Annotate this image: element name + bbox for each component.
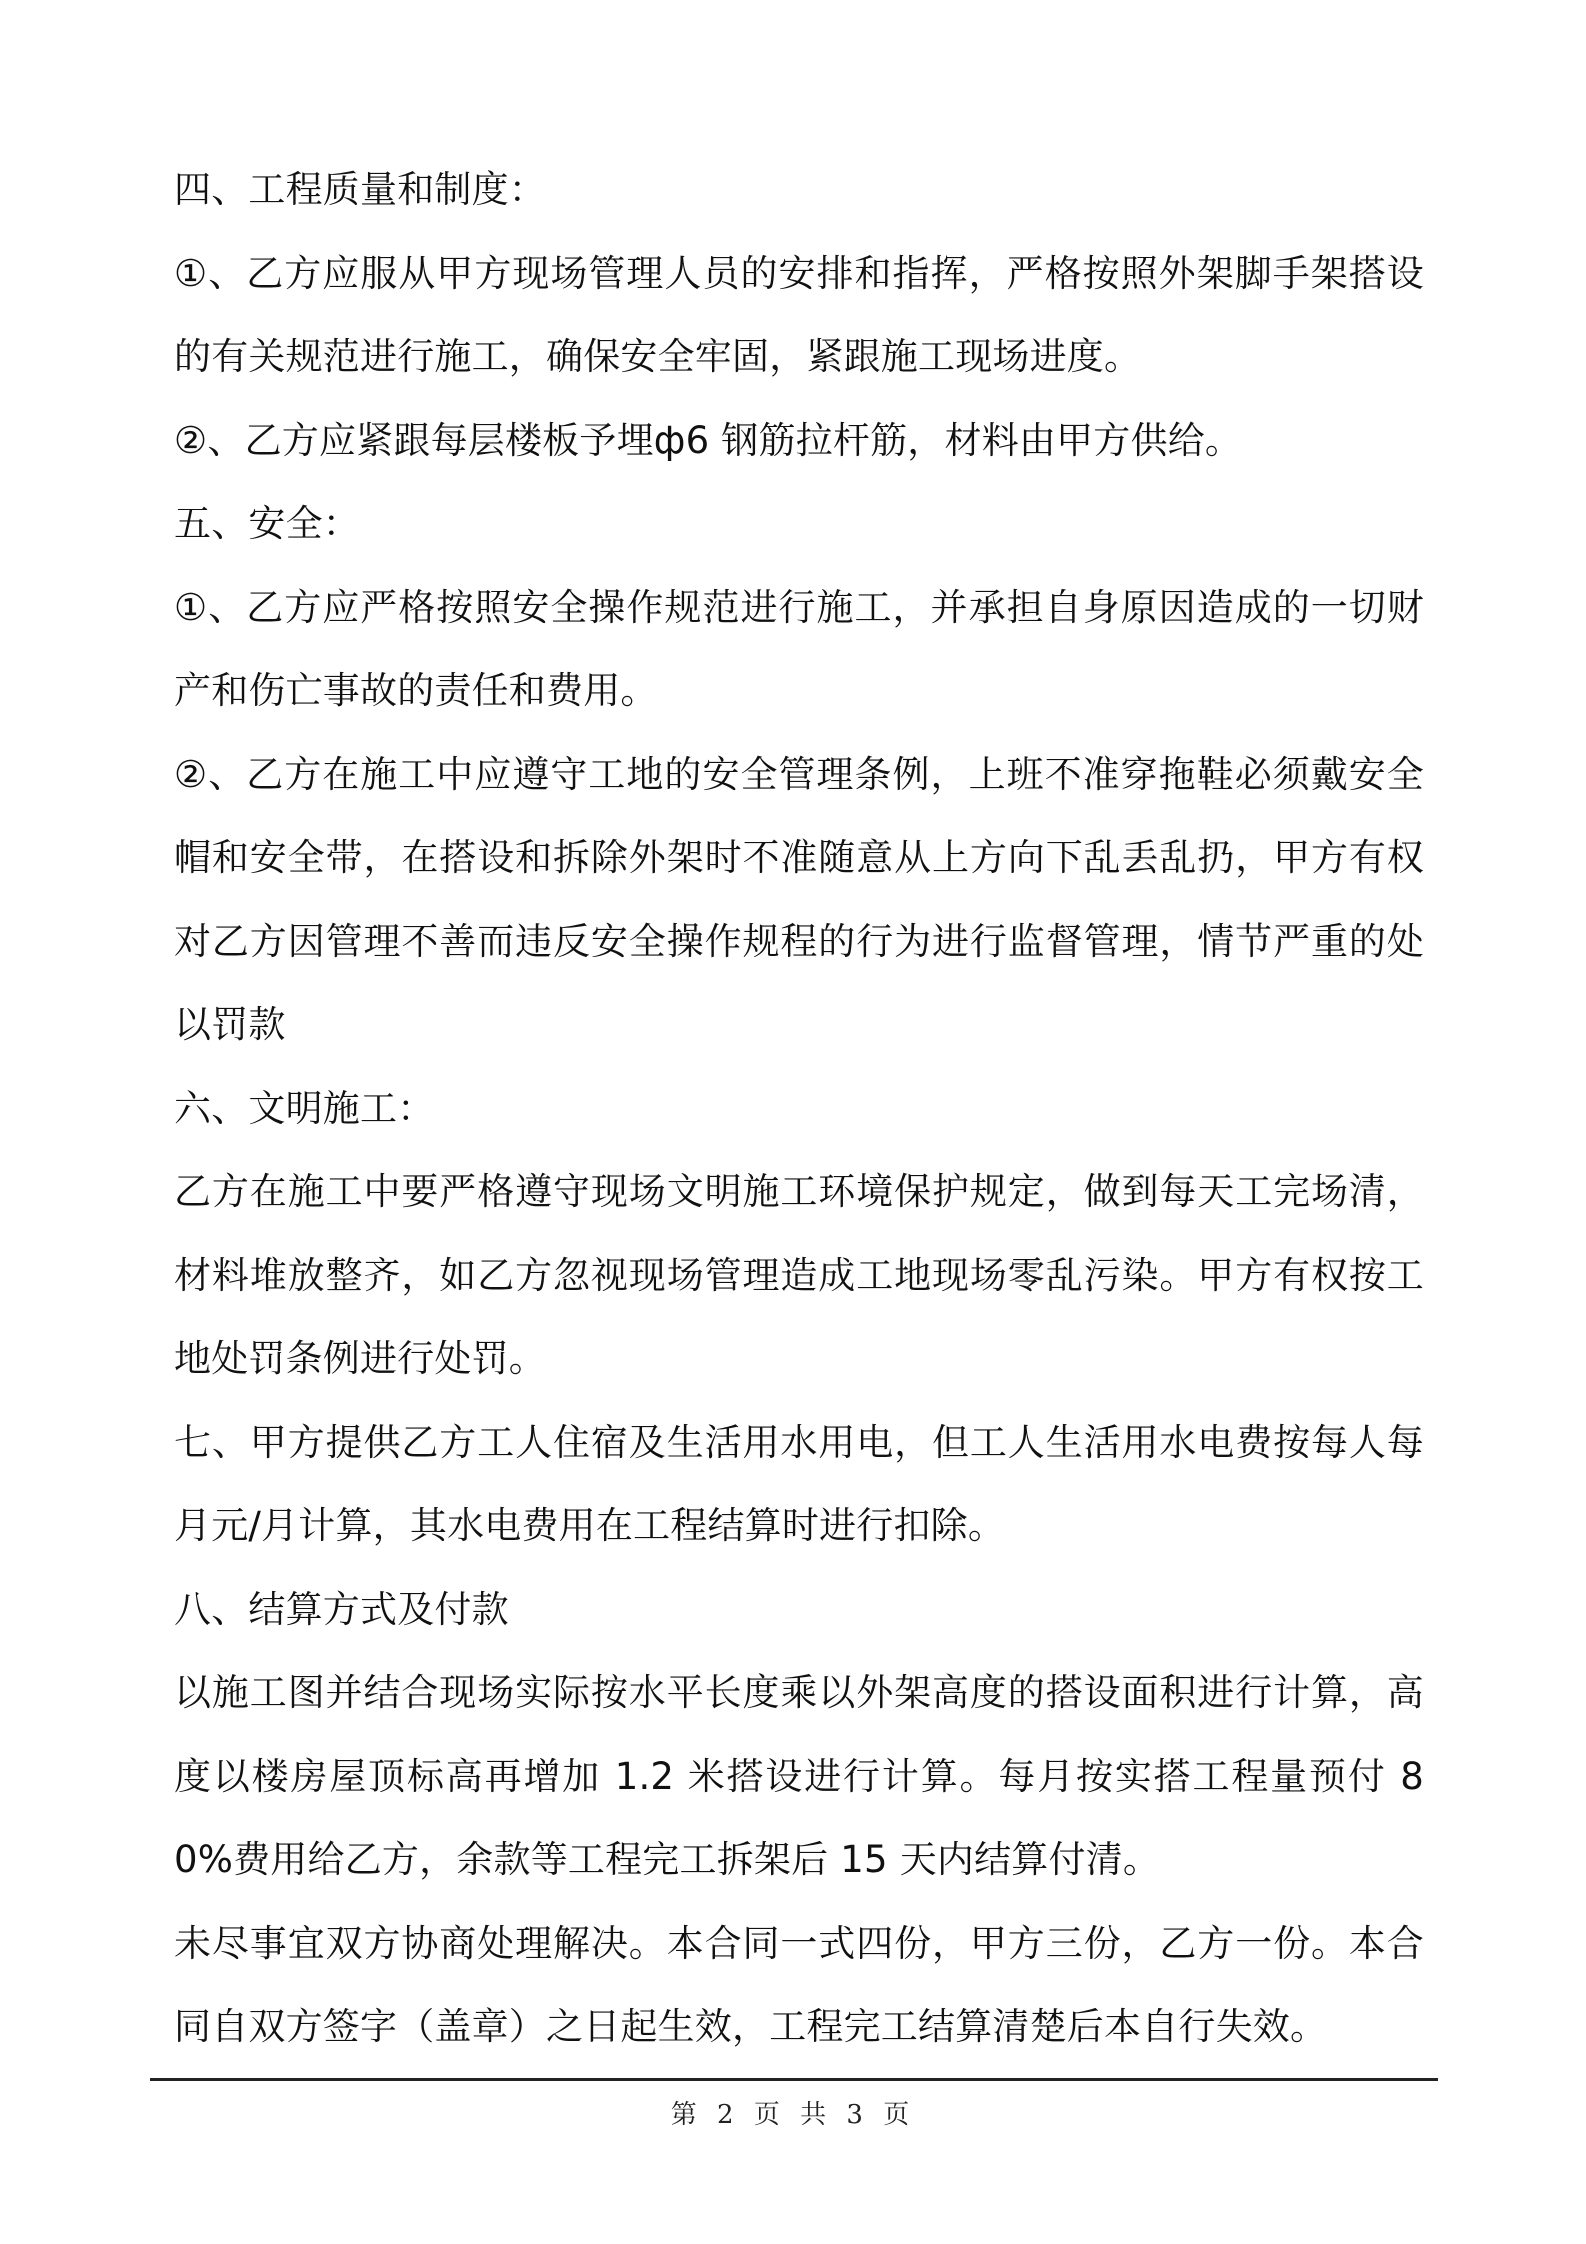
paragraph-quality-2: ②、乙方应紧跟每层楼板予埋ф6 钢筋拉杆筋，材料由甲方供给。 bbox=[174, 418, 1243, 462]
page-number: 第 2 页 共 3 页 bbox=[670, 2100, 916, 2130]
paragraph-civilized-construction: 乙方在施工中要严格遵守现场文明施工环境保护规定，做到每天工完场清，材料堆放整齐，如乙方忽视现场管理造成工地现场零乱污染。甲方有权按工地处罚条例进行处罚。 bbox=[174, 1170, 1424, 1380]
paragraph-final-terms: 未尽事宜双方协商处理解决。本合同一式四份，甲方三份，乙方一份。本合同自双方签字（盖章）之日起生效，工程完工结算清楚后本自行失效。 bbox=[174, 1921, 1424, 2048]
paragraph-safety-2: ②、乙方在施工中应遵守工地的安全管理条例，上班不准穿拖鞋必须戴安全帽和安全带，在搭设和拆除外架时不准随意从上方向下乱丢乱扔，甲方有权对乙方因管理不善而违反安全操作规程的行为进行监督管理，情节严重的处以罚款 bbox=[174, 752, 1424, 1046]
section-heading-settlement: 八、结算方式及付款 bbox=[174, 1587, 509, 1631]
document-body bbox=[174, 148, 1424, 2069]
paragraph-quality-1: ①、乙方应服从甲方现场管理人员的安排和指挥，严格按照外架脚手架搭设的有关规范进行施工，确保安全牢固，紧跟施工现场进度。 bbox=[174, 251, 1424, 378]
paragraph-settlement: 以施工图并结合现场实际按水平长度乘以外架高度的搭设面积进行计算，高度以楼房屋顶标高再增加 1.2 米搭设进行计算。每月按实搭工程量预付 80%费用给乙方，余款等工程完工拆架后 15 天内结算付清。 bbox=[174, 1671, 1424, 1881]
paragraph-accommodation-utilities: 七、甲方提供乙方工人住宿及生活用水用电，但工人生活用水电费按每人每月元/月计算，其水电费用在工程结算时进行扣除。 bbox=[174, 1420, 1424, 1547]
paragraph-safety-1: ①、乙方应严格按照安全操作规范进行施工，并承担自身原因造成的一切财产和伤亡事故的责任和费用。 bbox=[174, 585, 1424, 712]
footer-divider bbox=[150, 2078, 1438, 2081]
section-heading-civilized-construction: 六、文明施工： bbox=[174, 1086, 435, 1130]
section-heading-quality: 四、工程质量和制度： bbox=[174, 168, 546, 211]
section-heading-safety: 五、安全： bbox=[174, 502, 360, 545]
